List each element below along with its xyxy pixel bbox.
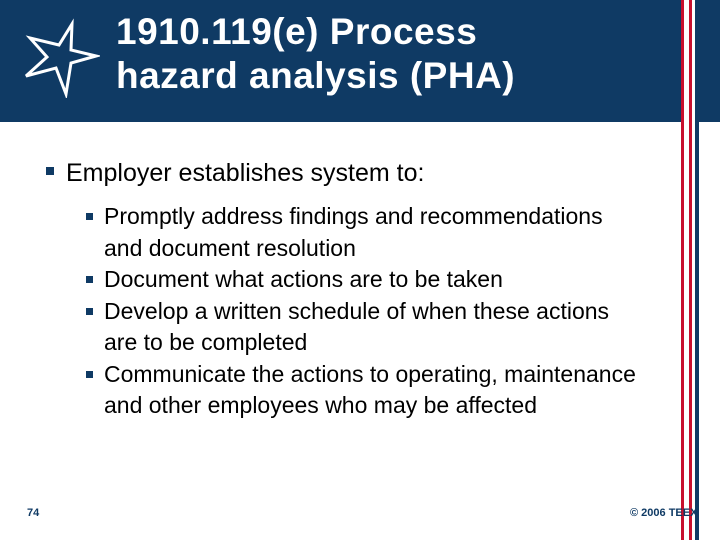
sub-bullet xyxy=(86,359,646,422)
sub-bullet-text: Communicate the actions to operating, maintenance and other employees who may be affected xyxy=(104,360,636,418)
sub-bullet-text: Develop a written schedule of when these actions are to be completed xyxy=(104,297,610,355)
sub-bullet-text: Promptly address findings and recommendations and document resolution xyxy=(104,203,603,261)
star-icon xyxy=(20,18,100,98)
slide-title xyxy=(116,10,515,98)
sub-bullet xyxy=(86,201,646,264)
bullet-square-icon xyxy=(86,213,93,220)
sub-bullet-list xyxy=(86,201,646,422)
copyright-notice: © 2006 TEEX xyxy=(630,507,698,519)
sub-bullet-text: Document what actions are to be taken xyxy=(104,266,503,292)
bullet-square-icon xyxy=(86,308,93,315)
title-line-1: 1910.119(e) Process xyxy=(116,11,478,52)
sub-bullet xyxy=(86,264,646,296)
title-banner xyxy=(0,0,720,122)
bullet-square-icon xyxy=(46,167,54,175)
flag-stripes xyxy=(681,0,701,540)
sub-bullet xyxy=(86,296,646,359)
main-bullet-text: Employer establishes system to: xyxy=(66,159,425,187)
bullet-square-icon xyxy=(86,276,93,283)
bullet-square-icon xyxy=(86,371,93,378)
main-bullet xyxy=(46,157,680,189)
title-line-2: hazard analysis (PHA) xyxy=(116,55,516,96)
page-number: 74 xyxy=(27,507,40,519)
